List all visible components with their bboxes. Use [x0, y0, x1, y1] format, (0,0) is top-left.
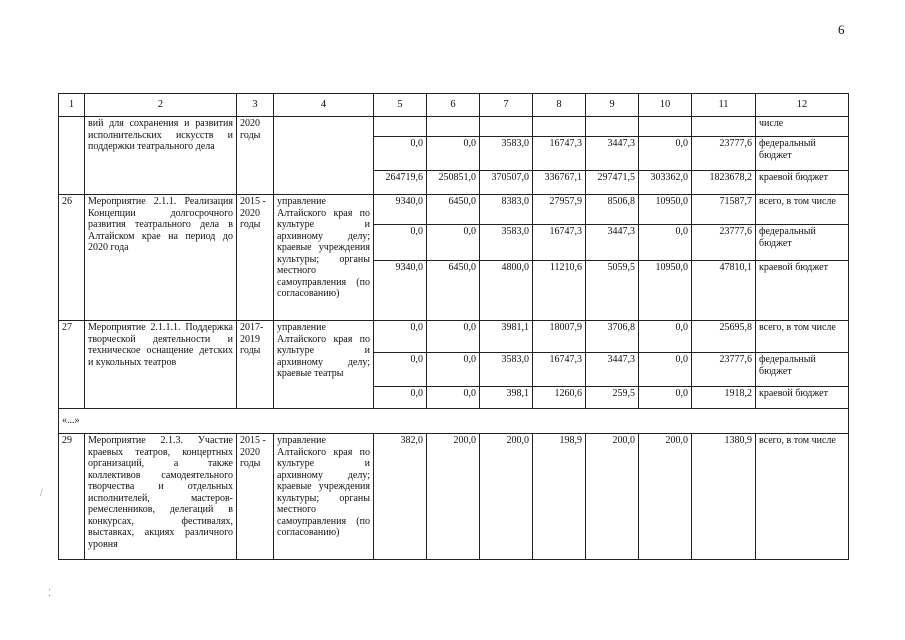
amount-cell	[533, 117, 586, 137]
event-years: 2015 - 2020 годы	[237, 195, 274, 321]
amount-cell: 0,0	[427, 321, 480, 353]
page-number: 6	[838, 22, 845, 37]
amount-cell: 4800,0	[480, 261, 533, 321]
amount-cell: 9340,0	[374, 261, 427, 321]
amount-cell: 382,0	[374, 434, 427, 560]
event-years: 2020 годы	[237, 117, 274, 195]
column-header: 9	[586, 94, 639, 117]
event-years: 2017-2019 годы	[237, 321, 274, 409]
amount-cell: 3447,3	[586, 137, 639, 171]
amount-cell: 0,0	[639, 225, 692, 261]
amount-cell: 1380,9	[692, 434, 756, 560]
amount-cell: 0,0	[374, 225, 427, 261]
amount-cell: 3583,0	[480, 137, 533, 171]
amount-cell: 3583,0	[480, 353, 533, 387]
amount-cell: 16747,3	[533, 225, 586, 261]
amount-cell: 10950,0	[639, 195, 692, 225]
amount-cell: 1823678,2	[692, 171, 756, 195]
amount-cell: 398,1	[480, 387, 533, 409]
amount-cell: 25695,8	[692, 321, 756, 353]
amount-cell	[427, 117, 480, 137]
amount-cell: 8383,0	[480, 195, 533, 225]
event-years: 2015 - 2020 годы	[237, 434, 274, 560]
amount-cell: 18007,9	[533, 321, 586, 353]
scan-mark: ⁚	[48, 588, 52, 599]
event-executors	[274, 117, 374, 195]
amount-cell: 9340,0	[374, 195, 427, 225]
table-row	[59, 195, 849, 225]
funding-source: краевой бюджет	[756, 387, 849, 409]
amount-cell: 47810,1	[692, 261, 756, 321]
ellipsis-text: «...»	[59, 409, 849, 434]
column-header: 2	[85, 94, 237, 117]
funding-source: краевой бюджет	[756, 171, 849, 195]
amount-cell: 10950,0	[639, 261, 692, 321]
amount-cell: 0,0	[374, 387, 427, 409]
funding-source: федеральный бюджет	[756, 225, 849, 261]
amount-cell: 0,0	[427, 353, 480, 387]
column-header: 3	[237, 94, 274, 117]
amount-cell: 3706,8	[586, 321, 639, 353]
amount-cell: 6450,0	[427, 261, 480, 321]
amount-cell: 264719,6	[374, 171, 427, 195]
event-name: Мероприятие 2.1.3. Участие краевых театров, концертных организаций, а также коллективов самодеятельного творчества и отдельных исполнителей, мастеров-ремесленников, делегаций в конкурсах, фестивалях, выставках, акциях различного уровня	[85, 434, 237, 560]
amount-cell	[692, 117, 756, 137]
amount-cell: 8506,8	[586, 195, 639, 225]
row-number	[59, 117, 85, 195]
column-header: 4	[274, 94, 374, 117]
funding-source: всего, в том числе	[756, 195, 849, 225]
program-table	[58, 93, 849, 560]
amount-cell: 250851,0	[427, 171, 480, 195]
amount-cell: 23777,6	[692, 225, 756, 261]
amount-cell: 0,0	[639, 321, 692, 353]
row-number: 27	[59, 321, 85, 409]
scan-mark: /	[40, 488, 43, 499]
amount-cell: 1260,6	[533, 387, 586, 409]
amount-cell: 0,0	[427, 225, 480, 261]
amount-cell: 16747,3	[533, 353, 586, 387]
amount-cell: 370507,0	[480, 171, 533, 195]
amount-cell: 0,0	[427, 387, 480, 409]
event-executors: управление Алтайского края по культуре и архивному делу; краевые театры	[274, 321, 374, 409]
amount-cell: 0,0	[374, 353, 427, 387]
amount-cell: 5059,5	[586, 261, 639, 321]
row-number: 29	[59, 434, 85, 560]
amount-cell: 200,0	[480, 434, 533, 560]
funding-source: федеральный бюджет	[756, 353, 849, 387]
amount-cell: 200,0	[427, 434, 480, 560]
amount-cell: 0,0	[427, 137, 480, 171]
amount-cell	[374, 117, 427, 137]
ellipsis-row	[59, 409, 849, 434]
column-header: 7	[480, 94, 533, 117]
amount-cell: 200,0	[586, 434, 639, 560]
amount-cell: 3583,0	[480, 225, 533, 261]
amount-cell: 297471,5	[586, 171, 639, 195]
amount-cell: 3447,3	[586, 353, 639, 387]
funding-source: всего, в том числе	[756, 321, 849, 353]
column-header: 8	[533, 94, 586, 117]
amount-cell: 3981,1	[480, 321, 533, 353]
amount-cell: 0,0	[639, 137, 692, 171]
funding-source: федеральный бюджет	[756, 137, 849, 171]
amount-cell: 200,0	[639, 434, 692, 560]
header-row	[59, 94, 849, 117]
event-name: вий для сохранения и развития исполнительских искусств и поддержки театрального дела	[85, 117, 237, 195]
amount-cell: 11210,6	[533, 261, 586, 321]
column-header: 10	[639, 94, 692, 117]
event-name: Мероприятие 2.1.1. Реализация Концепции долгосрочного развития театрального дела в Алтайском крае на период до 2020 года	[85, 195, 237, 321]
funding-source: числе	[756, 117, 849, 137]
column-header: 5	[374, 94, 427, 117]
row-number: 26	[59, 195, 85, 321]
amount-cell: 336767,1	[533, 171, 586, 195]
table-row	[59, 434, 849, 560]
amount-cell: 0,0	[639, 353, 692, 387]
amount-cell: 259,5	[586, 387, 639, 409]
event-executors: управление Алтайского края по культуре и архивному делу; краевые учреждения культуры; органы местного самоуправления (по согласованию)	[274, 195, 374, 321]
event-executors: управление Алтайского края по культуре и архивному делу; краевые учреждения культуры; органы местного самоуправления (по согласованию)	[274, 434, 374, 560]
amount-cell: 0,0	[639, 387, 692, 409]
column-header: 6	[427, 94, 480, 117]
amount-cell: 1918,2	[692, 387, 756, 409]
funding-source: всего, в том числе	[756, 434, 849, 560]
amount-cell: 0,0	[374, 321, 427, 353]
column-header: 12	[756, 94, 849, 117]
amount-cell: 0,0	[374, 137, 427, 171]
amount-cell: 71587,7	[692, 195, 756, 225]
table-row	[59, 321, 849, 353]
funding-source: краевой бюджет	[756, 261, 849, 321]
amount-cell	[480, 117, 533, 137]
amount-cell: 198,9	[533, 434, 586, 560]
amount-cell: 3447,3	[586, 225, 639, 261]
table-row	[59, 117, 849, 137]
amount-cell	[639, 117, 692, 137]
amount-cell: 303362,0	[639, 171, 692, 195]
event-name: Мероприятие 2.1.1.1. Поддержка творческой деятельности и техническое оснащение детских и кукольных театров	[85, 321, 237, 409]
amount-cell: 27957,9	[533, 195, 586, 225]
amount-cell: 6450,0	[427, 195, 480, 225]
column-header: 1	[59, 94, 85, 117]
amount-cell: 23777,6	[692, 353, 756, 387]
amount-cell: 16747,3	[533, 137, 586, 171]
amount-cell: 23777,6	[692, 137, 756, 171]
column-header: 11	[692, 94, 756, 117]
amount-cell	[586, 117, 639, 137]
